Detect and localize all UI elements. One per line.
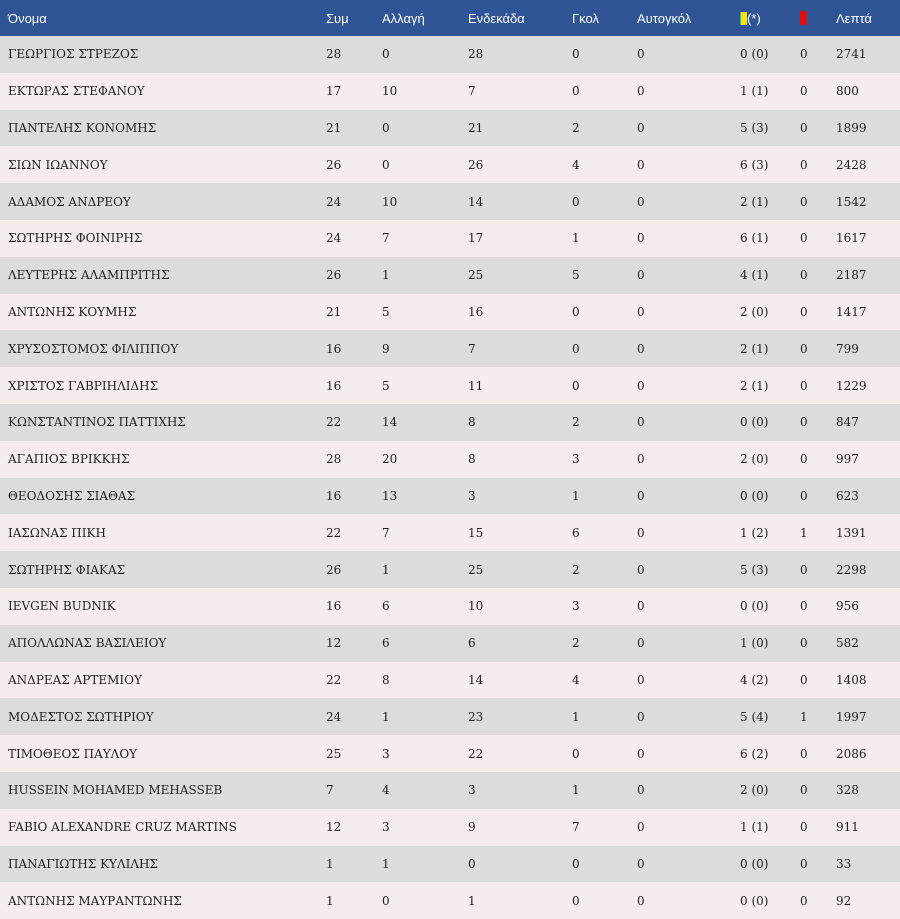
cell-name: ΛΕΥΤΕΡΗΣ ΑΛΑΜΠΡΙΤΗΣ (8, 268, 170, 283)
cell-own-goals: 0 (637, 194, 645, 209)
cell-red-cards: 0 (800, 746, 808, 761)
cell-sub: 7 (382, 231, 390, 246)
cell-yellow-cards: 2 (1) (740, 378, 769, 393)
header-yellow-suffix: (*) (747, 10, 761, 26)
cell-yellow-cards: 1 (1) (740, 84, 769, 99)
cell-apps: 26 (326, 268, 342, 283)
table-row (0, 551, 900, 588)
cell-red-cards: 0 (800, 415, 808, 430)
cell-apps: 24 (326, 709, 342, 724)
cell-sub: 3 (382, 746, 390, 761)
cell-own-goals: 0 (637, 820, 645, 835)
cell-name: HUSSEIN MOHAMED MEHASSEB (8, 783, 223, 798)
cell-name: ΧΡΙΣΤΟΣ ΓΑΒΡΙΗΛΙΔΗΣ (8, 378, 159, 393)
cell-red-cards: 0 (800, 84, 808, 99)
table-row (0, 257, 900, 294)
cell-sub: 8 (382, 672, 390, 687)
cell-own-goals: 0 (637, 672, 645, 687)
cell-own-goals: 0 (637, 231, 645, 246)
cell-yellow-cards: 2 (1) (740, 341, 769, 356)
table-row (0, 73, 900, 110)
red-card-icon (800, 11, 807, 25)
cell-red-cards: 0 (800, 599, 808, 614)
cell-start: 25 (468, 268, 484, 283)
cell-red-cards: 0 (800, 231, 808, 246)
table-body (0, 36, 900, 919)
cell-own-goals: 0 (637, 304, 645, 319)
cell-start: 7 (468, 84, 476, 99)
table-row (0, 367, 900, 404)
table-row (0, 772, 900, 809)
cell-apps: 28 (326, 452, 342, 467)
table-row (0, 882, 900, 919)
cell-red-cards: 0 (800, 304, 808, 319)
cell-yellow-cards: 0 (0) (740, 599, 769, 614)
table-row (0, 110, 900, 147)
cell-own-goals: 0 (637, 856, 645, 871)
cell-name: ΣΙΩΝ ΙΩΑΝΝΟΥ (8, 157, 108, 172)
cell-red-cards: 0 (800, 856, 808, 871)
cell-minutes: 2187 (836, 268, 867, 283)
cell-start: 14 (468, 672, 484, 687)
table-row (0, 625, 900, 662)
table-row (0, 588, 900, 625)
cell-start: 8 (468, 415, 476, 430)
cell-start: 25 (468, 562, 484, 577)
cell-start: 15 (468, 525, 484, 540)
cell-minutes: 92 (836, 893, 852, 908)
cell-name: ΑΓΑΠΙΟΣ ΒΡΙΚΚΗΣ (8, 452, 130, 467)
cell-yellow-cards: 6 (1) (740, 231, 769, 246)
cell-yellow-cards: 2 (0) (740, 304, 769, 319)
cell-sub: 13 (382, 488, 398, 503)
cell-start: 11 (468, 378, 484, 393)
cell-goals: 0 (572, 194, 580, 209)
cell-name: ΑΝΔΡΕΑΣ ΑΡΤΕΜΙΟΥ (8, 672, 142, 687)
header-red[interactable] (800, 0, 836, 36)
cell-name: ΧΡΥΣΟΣΤΟΜΟΣ ΦΙΛΙΠΠΟΥ (8, 341, 179, 356)
cell-start: 21 (468, 120, 484, 135)
cell-sub: 0 (382, 120, 390, 135)
table-row (0, 220, 900, 257)
cell-goals: 1 (572, 783, 580, 798)
cell-red-cards: 0 (800, 636, 808, 651)
cell-sub: 1 (382, 856, 390, 871)
cell-apps: 28 (326, 47, 342, 62)
table-row (0, 183, 900, 220)
cell-own-goals: 0 (637, 415, 645, 430)
cell-minutes: 956 (836, 599, 859, 614)
cell-apps: 16 (326, 378, 342, 393)
cell-yellow-cards: 2 (0) (740, 783, 769, 798)
cell-yellow-cards: 0 (0) (740, 47, 769, 62)
cell-start: 17 (468, 231, 484, 246)
cell-goals: 4 (572, 157, 580, 172)
cell-goals: 4 (572, 672, 580, 687)
cell-yellow-cards: 6 (3) (740, 157, 769, 172)
cell-name: ΑΔΑΜΟΣ ΑΝΔΡΕΟΥ (8, 194, 131, 209)
cell-name: ΓΕΩΡΓΙΟΣ ΣΤΡΕΖΟΣ (8, 47, 139, 62)
cell-apps: 22 (326, 525, 342, 540)
cell-minutes: 800 (836, 84, 859, 99)
cell-sub: 9 (382, 341, 390, 356)
cell-goals: 0 (572, 378, 580, 393)
cell-start: 22 (468, 746, 484, 761)
cell-minutes: 1997 (836, 709, 867, 724)
cell-yellow-cards: 5 (3) (740, 120, 769, 135)
cell-apps: 7 (326, 783, 334, 798)
cell-minutes: 2298 (836, 562, 867, 577)
cell-goals: 0 (572, 893, 580, 908)
cell-start: 3 (468, 488, 476, 503)
cell-goals: 7 (572, 820, 580, 835)
cell-name: ΜΟΔΕΣΤΟΣ ΣΩΤΗΡΙΟΥ (8, 709, 154, 724)
cell-goals: 2 (572, 120, 580, 135)
cell-start: 26 (468, 157, 484, 172)
cell-red-cards: 0 (800, 157, 808, 172)
cell-red-cards: 0 (800, 893, 808, 908)
cell-minutes: 2428 (836, 157, 867, 172)
cell-name: ΠΑΝΤΕΛΗΣ ΚΟΝΟΜΗΣ (8, 120, 157, 135)
cell-apps: 26 (326, 562, 342, 577)
cell-minutes: 1408 (836, 672, 867, 687)
cell-sub: 0 (382, 47, 390, 62)
table-row (0, 735, 900, 772)
cell-red-cards: 0 (800, 194, 808, 209)
cell-goals: 1 (572, 231, 580, 246)
cell-red-cards: 1 (800, 709, 808, 724)
cell-minutes: 2741 (836, 47, 867, 62)
table-row (0, 294, 900, 331)
cell-apps: 24 (326, 231, 342, 246)
cell-own-goals: 0 (637, 488, 645, 503)
cell-start: 9 (468, 820, 476, 835)
cell-red-cards: 0 (800, 488, 808, 503)
cell-sub: 10 (382, 84, 398, 99)
cell-sub: 0 (382, 893, 390, 908)
cell-start: 23 (468, 709, 484, 724)
cell-yellow-cards: 1 (1) (740, 820, 769, 835)
cell-minutes: 1542 (836, 194, 867, 209)
cell-name: IEVGEN BUDNIK (8, 599, 116, 614)
cell-own-goals: 0 (637, 120, 645, 135)
header-goals[interactable]: Γκολ (572, 10, 599, 26)
cell-red-cards: 0 (800, 672, 808, 687)
cell-start: 8 (468, 452, 476, 467)
cell-red-cards: 0 (800, 268, 808, 283)
cell-minutes: 582 (836, 636, 859, 651)
cell-sub: 0 (382, 157, 390, 172)
cell-sub: 3 (382, 820, 390, 835)
cell-name: ΣΩΤΗΡΗΣ ΦΟΙΝΙΡΗΣ (8, 231, 143, 246)
cell-red-cards: 0 (800, 820, 808, 835)
cell-apps: 25 (326, 746, 342, 761)
cell-sub: 5 (382, 378, 390, 393)
cell-name: ΑΝΤΩΝΗΣ ΜΑΥΡΑΝΤΩΝΗΣ (8, 893, 182, 908)
table-header (0, 0, 900, 36)
cell-minutes: 1229 (836, 378, 867, 393)
cell-apps: 26 (326, 157, 342, 172)
header-sub[interactable]: Αλλαγή (382, 10, 425, 26)
cell-own-goals: 0 (637, 378, 645, 393)
header-apps[interactable]: Συμ (326, 10, 349, 26)
cell-sub: 14 (382, 415, 398, 430)
cell-start: 6 (468, 636, 476, 651)
cell-minutes: 1617 (836, 231, 867, 246)
cell-red-cards: 0 (800, 341, 808, 356)
cell-minutes: 847 (836, 415, 859, 430)
cell-goals: 0 (572, 341, 580, 356)
cell-goals: 3 (572, 452, 580, 467)
cell-goals: 5 (572, 268, 580, 283)
cell-red-cards: 0 (800, 378, 808, 393)
cell-own-goals: 0 (637, 562, 645, 577)
cell-own-goals: 0 (637, 341, 645, 356)
cell-sub: 10 (382, 194, 398, 209)
cell-yellow-cards: 5 (3) (740, 562, 769, 577)
cell-name: ΚΩΝΣΤΑΝΤΙΝΟΣ ΠΑΤΤΙΧΗΣ (8, 415, 186, 430)
cell-own-goals: 0 (637, 452, 645, 467)
cell-name: ΙΑΣΩΝΑΣ ΠΙΚΗ (8, 525, 106, 540)
cell-apps: 21 (326, 120, 342, 135)
table-row (0, 514, 900, 551)
cell-own-goals: 0 (637, 84, 645, 99)
cell-goals: 2 (572, 415, 580, 430)
cell-goals: 6 (572, 525, 580, 540)
cell-apps: 12 (326, 820, 342, 835)
cell-start: 16 (468, 304, 484, 319)
cell-red-cards: 0 (800, 783, 808, 798)
cell-minutes: 1391 (836, 525, 867, 540)
cell-own-goals: 0 (637, 599, 645, 614)
cell-name: ΘΕΟΔΟΣΗΣ ΣΙΑΘΑΣ (8, 488, 136, 503)
cell-apps: 22 (326, 672, 342, 687)
cell-yellow-cards: 6 (2) (740, 746, 769, 761)
cell-start: 14 (468, 194, 484, 209)
cell-start: 7 (468, 341, 476, 356)
cell-yellow-cards: 1 (0) (740, 636, 769, 651)
cell-goals: 2 (572, 562, 580, 577)
cell-own-goals: 0 (637, 783, 645, 798)
cell-apps: 16 (326, 341, 342, 356)
cell-own-goals: 0 (637, 525, 645, 540)
cell-sub: 5 (382, 304, 390, 319)
cell-name: FABIO ALEXANDRE CRUZ MARTINS (8, 820, 237, 835)
table-row (0, 146, 900, 183)
header-yellow[interactable] (740, 0, 800, 36)
cell-own-goals: 0 (637, 47, 645, 62)
table-row (0, 662, 900, 699)
cell-goals: 2 (572, 636, 580, 651)
cell-goals: 0 (572, 84, 580, 99)
cell-sub: 4 (382, 783, 390, 798)
cell-name: ΑΝΤΩΝΗΣ ΚΟΥΜΗΣ (8, 304, 137, 319)
cell-sub: 1 (382, 562, 390, 577)
table-row (0, 809, 900, 846)
header-own-goals[interactable]: Αυτογκόλ (637, 10, 692, 26)
table-row (0, 36, 900, 73)
cell-goals: 0 (572, 47, 580, 62)
cell-yellow-cards: 2 (0) (740, 452, 769, 467)
cell-start: 0 (468, 856, 476, 871)
cell-minutes: 33 (836, 856, 852, 871)
header-name[interactable]: Όνομα (8, 10, 47, 26)
cell-own-goals: 0 (637, 157, 645, 172)
cell-minutes: 623 (836, 488, 859, 503)
cell-goals: 0 (572, 746, 580, 761)
cell-yellow-cards: 5 (4) (740, 709, 769, 724)
table-row (0, 698, 900, 735)
cell-yellow-cards: 4 (2) (740, 672, 769, 687)
cell-name: ΤΙΜΟΘΕΟΣ ΠΑΥΛΟΥ (8, 746, 138, 761)
cell-yellow-cards: 1 (2) (740, 525, 769, 540)
cell-own-goals: 0 (637, 709, 645, 724)
cell-minutes: 911 (836, 820, 859, 835)
cell-name: ΑΠΟΛΛΩΝΑΣ ΒΑΣΙΛΕΙΟΥ (8, 636, 167, 651)
cell-yellow-cards: 0 (0) (740, 893, 769, 908)
cell-goals: 1 (572, 709, 580, 724)
cell-name: ΣΩΤΗΡΗΣ ΦΙΑΚΑΣ (8, 562, 126, 577)
cell-yellow-cards: 0 (0) (740, 488, 769, 503)
cell-own-goals: 0 (637, 268, 645, 283)
cell-start: 28 (468, 47, 484, 62)
cell-sub: 6 (382, 599, 390, 614)
table-row (0, 846, 900, 883)
cell-goals: 1 (572, 488, 580, 503)
header-minutes[interactable]: Λεπτά (836, 10, 872, 26)
cell-sub: 1 (382, 268, 390, 283)
cell-minutes: 997 (836, 452, 859, 467)
cell-minutes: 328 (836, 783, 859, 798)
cell-red-cards: 0 (800, 47, 808, 62)
cell-minutes: 799 (836, 341, 859, 356)
cell-yellow-cards: 0 (0) (740, 856, 769, 871)
table-row (0, 330, 900, 367)
header-start[interactable]: Ενδεκάδα (468, 10, 525, 26)
cell-start: 3 (468, 783, 476, 798)
cell-apps: 22 (326, 415, 342, 430)
cell-sub: 6 (382, 636, 390, 651)
cell-yellow-cards: 0 (0) (740, 415, 769, 430)
cell-apps: 16 (326, 599, 342, 614)
cell-own-goals: 0 (637, 746, 645, 761)
cell-goals: 3 (572, 599, 580, 614)
cell-apps: 1 (326, 856, 334, 871)
cell-yellow-cards: 4 (1) (740, 268, 769, 283)
cell-goals: 0 (572, 304, 580, 319)
cell-apps: 12 (326, 636, 342, 651)
table-row (0, 478, 900, 515)
cell-red-cards: 0 (800, 452, 808, 467)
cell-own-goals: 0 (637, 636, 645, 651)
yellow-card-icon (740, 12, 747, 25)
cell-apps: 16 (326, 488, 342, 503)
cell-own-goals: 0 (637, 893, 645, 908)
cell-name: ΕΚΤΩΡΑΣ ΣΤΕΦΑΝΟΥ (8, 84, 145, 99)
cell-sub: 20 (382, 452, 398, 467)
cell-yellow-cards: 2 (1) (740, 194, 769, 209)
cell-apps: 24 (326, 194, 342, 209)
cell-sub: 7 (382, 525, 390, 540)
cell-start: 10 (468, 599, 484, 614)
cell-start: 1 (468, 893, 476, 908)
cell-minutes: 1417 (836, 304, 867, 319)
cell-red-cards: 0 (800, 562, 808, 577)
table-row (0, 404, 900, 441)
cell-apps: 17 (326, 84, 342, 99)
cell-minutes: 2086 (836, 746, 867, 761)
cell-apps: 21 (326, 304, 342, 319)
cell-minutes: 1899 (836, 120, 867, 135)
cell-sub: 1 (382, 709, 390, 724)
cell-apps: 1 (326, 893, 334, 908)
cell-name: ΠΑΝΑΓΙΩΤΗΣ ΚΥΛΙΛΗΣ (8, 856, 158, 871)
cell-goals: 0 (572, 856, 580, 871)
cell-red-cards: 1 (800, 525, 808, 540)
cell-red-cards: 0 (800, 120, 808, 135)
table-row (0, 441, 900, 478)
